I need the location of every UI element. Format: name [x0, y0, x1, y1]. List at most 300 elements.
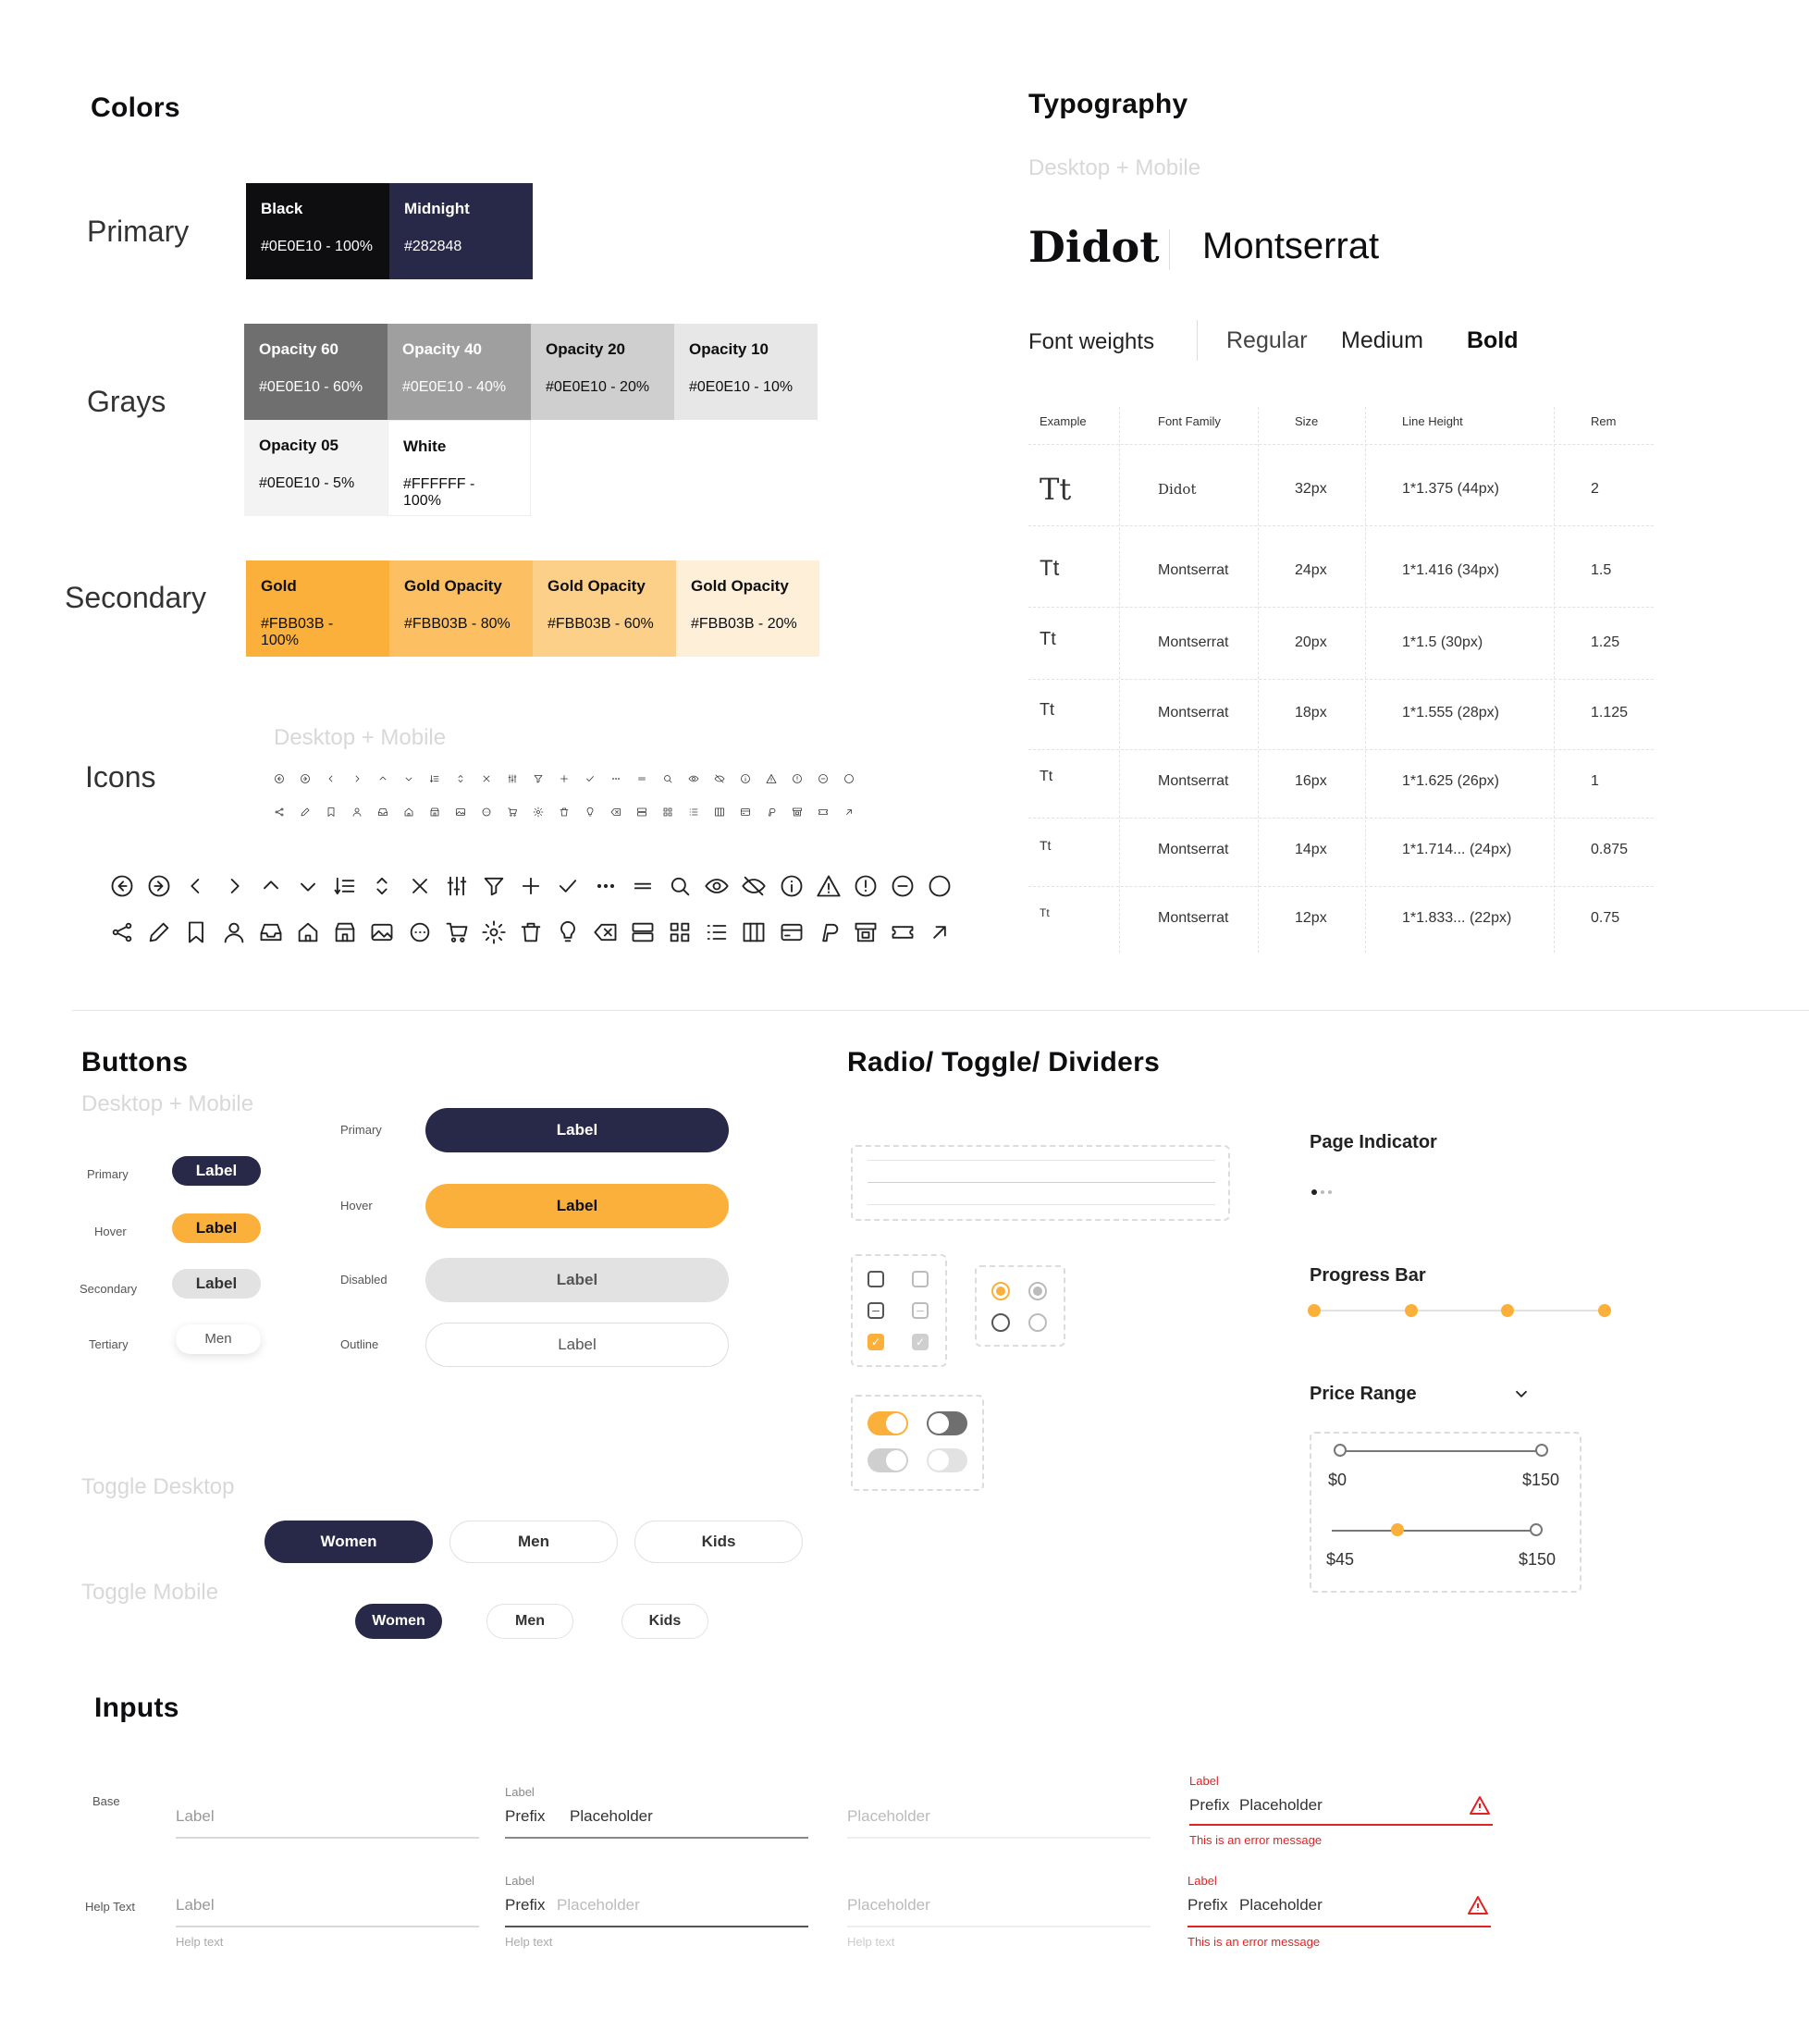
trash-icon[interactable] — [518, 919, 544, 945]
type-rem: 0.75 — [1591, 910, 1620, 926]
type-font-family: Didot — [1158, 481, 1197, 498]
search-icon[interactable] — [667, 873, 693, 899]
primary-label: Primary — [87, 215, 190, 248]
chevron-left-icon — [326, 773, 337, 784]
page-dot[interactable] — [1321, 1190, 1324, 1194]
table-row-divider — [1028, 886, 1654, 887]
swatch-name: Gold Opacity — [691, 577, 789, 595]
input-help-2-helptext: Help text — [505, 1935, 553, 1949]
type-size: 12px — [1295, 910, 1327, 926]
columns-icon[interactable] — [741, 919, 767, 945]
swatch-gray — [244, 420, 388, 516]
page-dot[interactable] — [1328, 1190, 1332, 1194]
toggle-desktop-women[interactable]: Women — [265, 1521, 433, 1563]
share-icon[interactable] — [109, 919, 135, 945]
arrow-right-circle-icon — [300, 773, 311, 784]
checkbox-indeterminate-disabled[interactable]: – — [912, 1302, 929, 1319]
filter-icon — [533, 773, 544, 784]
type-rem: 1.125 — [1591, 705, 1629, 720]
chevron-up-icon — [377, 773, 388, 784]
warning-icon — [1467, 1894, 1489, 1916]
checkbox-unchecked-disabled[interactable] — [912, 1271, 929, 1287]
typography-subtitle: Desktop + Mobile — [1028, 155, 1201, 180]
icons-label: Icons — [85, 760, 156, 794]
type-example: Tt — [1040, 769, 1053, 785]
eye-off-icon[interactable] — [741, 873, 767, 899]
th-size: Size — [1295, 414, 1319, 428]
inputs-help-label: Help Text — [85, 1900, 135, 1914]
font-weights-label: Font weights — [1028, 329, 1155, 354]
input-help-4-placeholder: Placeholder — [1239, 1896, 1323, 1914]
type-line-height: 1*1.375 (44px) — [1402, 481, 1499, 497]
range1-max-label: $150 — [1522, 1471, 1560, 1489]
more-icon[interactable] — [593, 873, 619, 899]
swatch-name: Midnight — [404, 200, 470, 217]
paypal-icon[interactable] — [816, 919, 842, 945]
range1-track — [1341, 1450, 1543, 1452]
type-size: 16px — [1295, 773, 1327, 789]
plus-icon[interactable] — [518, 873, 544, 899]
input-help-2-prefix: Prefix — [505, 1896, 546, 1914]
type-line-height: 1*1.555 (28px) — [1402, 705, 1499, 720]
warning-icon — [766, 773, 777, 784]
checkbox-box — [851, 1254, 947, 1367]
input-base-4-placeholder: Placeholder — [1239, 1796, 1323, 1814]
btn-large-primary-label: Primary — [340, 1123, 382, 1137]
weight-bold: Bold — [1467, 327, 1519, 353]
home-icon — [403, 807, 414, 818]
swatch-code: #FBB03B - 80% — [404, 616, 511, 632]
swatch-name: Opacity 60 — [259, 340, 338, 358]
divider-line — [868, 1182, 1215, 1183]
input-base-2-label: Label — [505, 1785, 535, 1799]
th-line-height: Line Height — [1402, 414, 1463, 428]
sliders-icon — [507, 773, 518, 784]
swatch-name: Opacity 20 — [546, 340, 625, 358]
btn-small-primary-label: Primary — [87, 1167, 129, 1181]
swatch-code: #FBB03B - 100% — [261, 616, 334, 648]
font-montserrat: Montserrat — [1202, 226, 1380, 266]
buttons-subtitle: Desktop + Mobile — [81, 1091, 254, 1116]
swatch-gray — [244, 324, 388, 420]
swatch-gray — [388, 324, 531, 420]
store-icon[interactable] — [332, 919, 358, 945]
type-example: Tt — [1040, 472, 1072, 508]
buttons-title: Buttons — [81, 1047, 189, 1077]
table-col-divider — [1554, 407, 1555, 953]
swatch-secondary — [676, 560, 819, 657]
toggle-on[interactable] — [868, 1411, 908, 1435]
eye-off-icon — [714, 773, 725, 784]
swatch-secondary — [389, 560, 533, 657]
swatch-code: #FBB03B - 20% — [691, 616, 797, 632]
swatch-code: #0E0E10 - 40% — [402, 379, 507, 395]
bulb-icon[interactable] — [555, 919, 581, 945]
chevron-right-icon[interactable] — [221, 873, 247, 899]
swatch-code: #282848 — [404, 239, 462, 254]
alert-circle-icon[interactable] — [853, 873, 879, 899]
page-dot-active[interactable] — [1311, 1189, 1317, 1195]
warning-icon — [1469, 1794, 1491, 1816]
shop-icon[interactable] — [853, 919, 879, 945]
inbox-icon — [377, 807, 388, 818]
swatch-code: #0E0E10 - 5% — [259, 475, 355, 491]
grid-icon[interactable] — [667, 919, 693, 945]
chevron-down-icon — [403, 773, 414, 784]
warning-icon[interactable] — [816, 873, 842, 899]
checkbox-checked[interactable]: ✓ — [868, 1334, 884, 1350]
cart-icon[interactable] — [444, 919, 470, 945]
input-base-1[interactable] — [176, 1837, 479, 1839]
range2-max-label: $150 — [1519, 1550, 1557, 1569]
swatch-gray — [531, 324, 674, 420]
swatch-code: #0E0E10 - 10% — [689, 379, 794, 395]
info-icon[interactable] — [779, 873, 805, 899]
input-base-2-prefix: Prefix — [505, 1807, 546, 1825]
ticket-icon — [818, 807, 829, 818]
page-indicator-label: Page Indicator — [1310, 1132, 1437, 1152]
chat-icon[interactable] — [407, 919, 433, 945]
input-base-4-label: Label — [1189, 1774, 1219, 1788]
sliders-icon[interactable] — [444, 873, 470, 899]
input-base-3[interactable] — [847, 1837, 1151, 1839]
table-row-divider — [1028, 679, 1654, 680]
range1-min-label: $0 — [1328, 1471, 1348, 1489]
toggle-mobile-men[interactable]: Men — [486, 1604, 573, 1639]
bookmark-icon[interactable] — [183, 919, 209, 945]
card-icon — [740, 807, 751, 818]
user-icon[interactable] — [221, 919, 247, 945]
progress-step[interactable] — [1501, 1304, 1514, 1317]
swatch-code: #0E0E10 - 60% — [259, 379, 363, 395]
rows-icon[interactable] — [630, 919, 656, 945]
arrow-up-right-icon — [843, 807, 855, 818]
icons-subtitle: Desktop + Mobile — [274, 725, 447, 750]
close-icon[interactable] — [407, 873, 433, 899]
type-example: Tt — [1040, 906, 1050, 920]
divider-line — [868, 1160, 1215, 1161]
progress-step[interactable] — [1405, 1304, 1418, 1317]
input-base-4[interactable] — [1189, 1824, 1493, 1826]
backspace-icon — [610, 807, 621, 818]
swatch-primary — [389, 183, 533, 279]
th-font-family: Font Family — [1158, 414, 1221, 428]
type-line-height: 1*1.625 (26px) — [1402, 773, 1499, 789]
btn-large-outline-label: Outline — [340, 1337, 379, 1351]
trash-icon — [559, 807, 570, 818]
btn-large-disabled[interactable]: Label — [425, 1258, 729, 1302]
swatch-primary — [246, 183, 389, 279]
plus-icon — [559, 773, 570, 784]
type-line-height: 1*1.833... (22px) — [1402, 910, 1512, 926]
table-row-divider — [1028, 749, 1654, 750]
chevron-left-icon[interactable] — [183, 873, 209, 899]
check-icon[interactable] — [555, 873, 581, 899]
price-range-box — [1310, 1432, 1581, 1593]
bulb-icon — [585, 807, 596, 818]
toggle-mobile-kids[interactable]: Kids — [621, 1604, 708, 1639]
inputs-base-label: Base — [92, 1794, 120, 1808]
chevron-up-icon[interactable] — [258, 873, 284, 899]
radio-selected-disabled[interactable] — [1028, 1282, 1047, 1300]
swatch-code: #0E0E10 - 100% — [261, 239, 373, 254]
table-col-divider — [1258, 407, 1259, 953]
weight-regular: Regular — [1226, 327, 1308, 353]
arrow-up-right-icon[interactable] — [927, 919, 953, 945]
backspace-icon[interactable] — [593, 919, 619, 945]
type-font-family: Montserrat — [1158, 910, 1229, 926]
divider-line — [868, 1204, 1215, 1205]
type-example: Tt — [1040, 699, 1054, 719]
type-rem: 1 — [1591, 773, 1599, 789]
input-help-1[interactable] — [176, 1926, 479, 1927]
user-icon — [351, 807, 363, 818]
sort-list-icon[interactable] — [332, 873, 358, 899]
sort-updown-icon[interactable] — [369, 873, 395, 899]
type-line-height: 1*1.5 (30px) — [1402, 634, 1483, 650]
type-line-height: 1*1.416 (34px) — [1402, 562, 1499, 578]
close-icon — [481, 773, 492, 784]
table-col-divider — [1119, 407, 1120, 953]
search-icon — [662, 773, 673, 784]
toggle-mobile-label: Toggle Mobile — [81, 1580, 219, 1605]
chevron-right-icon — [351, 773, 363, 784]
radio-selected[interactable] — [991, 1282, 1010, 1300]
card-icon[interactable] — [779, 919, 805, 945]
radio-unselected[interactable] — [991, 1313, 1010, 1332]
type-font-family: Montserrat — [1158, 842, 1229, 857]
type-size: 20px — [1295, 634, 1327, 650]
progress-step[interactable] — [1308, 1304, 1321, 1317]
input-help-3-placeholder: Placeholder — [847, 1896, 930, 1914]
toggle-mobile-women[interactable]: Women — [355, 1604, 442, 1639]
chevron-down-icon[interactable] — [1511, 1384, 1532, 1404]
type-font-family: Montserrat — [1158, 562, 1229, 578]
type-font-family: Montserrat — [1158, 634, 1229, 650]
input-base-4-error: This is an error message — [1189, 1833, 1323, 1847]
swatch-name: Opacity 40 — [402, 340, 482, 358]
input-base-2-placeholder: Placeholder — [570, 1807, 653, 1825]
range2-track — [1332, 1530, 1533, 1532]
range2-min-label: $45 — [1326, 1550, 1355, 1569]
swatch-name: Gold Opacity — [404, 577, 502, 595]
checkbox-unchecked[interactable] — [868, 1271, 884, 1287]
check-icon — [585, 773, 596, 784]
toggle-desktop-kids[interactable]: Kids — [634, 1521, 803, 1563]
swatch-name: Gold — [261, 577, 297, 595]
input-help-4[interactable] — [1188, 1926, 1491, 1927]
arrow-left-circle-icon — [274, 773, 285, 784]
input-base-4-prefix: Prefix — [1189, 1796, 1230, 1814]
type-size: 24px — [1295, 562, 1327, 578]
btn-large-disabled-label: Disabled — [340, 1273, 388, 1287]
section-divider — [72, 1010, 1809, 1011]
gear-icon — [533, 807, 544, 818]
table-row-divider — [1028, 818, 1654, 819]
btn-small-tertiary[interactable]: Men — [176, 1324, 261, 1354]
input-help-3-helptext: Help text — [847, 1935, 895, 1949]
grid-icon — [662, 807, 673, 818]
minus-circle-icon — [818, 773, 829, 784]
store-icon — [429, 807, 440, 818]
type-example: Tt — [1040, 629, 1056, 649]
columns-icon — [714, 807, 725, 818]
radio-unselected-disabled[interactable] — [1028, 1313, 1047, 1332]
swatch-secondary — [246, 560, 389, 657]
swatch-code: #FFFFFF - 100% — [403, 476, 475, 509]
progress-track — [1313, 1310, 1607, 1311]
radio-box — [975, 1265, 1065, 1347]
input-help-2[interactable] — [505, 1926, 808, 1927]
sort-updown-icon — [455, 773, 466, 784]
inbox-icon[interactable] — [258, 919, 284, 945]
btn-large-primary[interactable]: Label — [425, 1108, 729, 1152]
sort-list-icon — [429, 773, 440, 784]
swatch-name: Black — [261, 200, 303, 217]
btn-small-hover[interactable]: Label — [172, 1213, 261, 1243]
range2-handle-min[interactable] — [1391, 1523, 1404, 1536]
type-line-height: 1*1.714... (24px) — [1402, 842, 1512, 857]
paypal-icon — [766, 807, 777, 818]
input-help-4-prefix: Prefix — [1188, 1896, 1228, 1914]
type-example: Tt — [1040, 555, 1060, 581]
weights-divider — [1197, 320, 1198, 361]
toggle-desktop-men[interactable]: Men — [449, 1521, 618, 1563]
btn-small-secondary[interactable]: Label — [172, 1269, 261, 1299]
grays-label: Grays — [87, 385, 166, 418]
image-icon — [455, 807, 466, 818]
table-col-divider — [1365, 407, 1366, 953]
gear-icon[interactable] — [481, 919, 507, 945]
info-icon — [740, 773, 751, 784]
range1-handle-max[interactable] — [1535, 1444, 1548, 1457]
equals-icon[interactable] — [630, 873, 656, 899]
pencil-icon — [300, 807, 311, 818]
swatch-code: #0E0E10 - 20% — [546, 379, 650, 395]
swatch-name: Gold Opacity — [548, 577, 646, 595]
btn-small-tertiary-label: Tertiary — [89, 1337, 129, 1351]
btn-large-hover[interactable]: Label — [425, 1184, 729, 1228]
btn-small-secondary-label: Secondary — [80, 1282, 138, 1296]
input-base-1-label: Label — [176, 1807, 215, 1825]
table-row-divider — [1028, 525, 1654, 526]
input-help-1-helptext: Help text — [176, 1935, 224, 1949]
swatch-code: #FBB03B - 60% — [548, 616, 654, 632]
type-size: 32px — [1295, 481, 1327, 497]
secondary-label: Secondary — [65, 581, 206, 614]
toggle-on-disabled[interactable] — [868, 1448, 908, 1472]
ticket-icon[interactable] — [890, 919, 916, 945]
colors-title: Colors — [91, 92, 180, 123]
bookmark-icon — [326, 807, 337, 818]
table-header-divider — [1028, 444, 1654, 445]
checkbox-indeterminate[interactable]: – — [868, 1302, 884, 1319]
input-base-3-placeholder: Placeholder — [847, 1807, 930, 1825]
weight-medium: Medium — [1341, 327, 1423, 353]
type-rem: 0.875 — [1591, 842, 1629, 857]
home-icon[interactable] — [295, 919, 321, 945]
inputs-title: Inputs — [94, 1693, 179, 1723]
input-help-4-label: Label — [1188, 1874, 1217, 1888]
eye-icon — [688, 773, 699, 784]
input-help-2-label: Label — [505, 1874, 535, 1888]
input-help-1-label: Label — [176, 1896, 215, 1914]
chat-icon — [481, 807, 492, 818]
range1-handle-min[interactable] — [1334, 1444, 1347, 1457]
typography-title: Typography — [1028, 89, 1188, 119]
progress-step[interactable] — [1598, 1304, 1611, 1317]
th-example: Example — [1040, 414, 1087, 428]
shop-icon — [792, 807, 803, 818]
toggle-box — [851, 1395, 984, 1491]
cart-icon — [507, 807, 518, 818]
range2-handle-max[interactable] — [1530, 1523, 1543, 1536]
type-example: Tt — [1040, 837, 1052, 853]
filter-icon[interactable] — [481, 873, 507, 899]
btn-large-outline[interactable]: Label — [425, 1323, 729, 1367]
circle-icon[interactable] — [927, 873, 953, 899]
image-icon[interactable] — [369, 919, 395, 945]
swatch-name: Opacity 10 — [689, 340, 769, 358]
input-base-2[interactable] — [505, 1837, 808, 1839]
font-didot: Didot — [1028, 222, 1160, 272]
input-help-3[interactable] — [847, 1926, 1151, 1927]
arrow-right-circle-icon[interactable] — [146, 873, 172, 899]
type-font-family: Montserrat — [1158, 773, 1229, 789]
type-size: 14px — [1295, 842, 1327, 857]
swatch-secondary — [533, 560, 676, 657]
pencil-icon[interactable] — [146, 919, 172, 945]
alert-circle-icon — [792, 773, 803, 784]
btn-large-hover-label: Hover — [340, 1199, 373, 1213]
share-icon — [274, 807, 285, 818]
checkbox-checked-disabled[interactable]: ✓ — [912, 1334, 929, 1350]
swatch-gray — [388, 420, 531, 516]
type-rem: 1.25 — [1591, 634, 1620, 650]
more-icon — [610, 773, 621, 784]
minus-circle-icon[interactable] — [890, 873, 916, 899]
toggle-off-disabled[interactable] — [927, 1448, 967, 1472]
progress-bar-label: Progress Bar — [1310, 1265, 1426, 1286]
price-range-label: Price Range — [1310, 1384, 1417, 1404]
swatch-gray — [674, 324, 818, 420]
circle-icon — [843, 773, 855, 784]
btn-small-hover-label: Hover — [94, 1225, 127, 1238]
swatch-name: White — [403, 437, 447, 455]
rows-icon — [636, 807, 647, 818]
list-icon — [688, 807, 699, 818]
toggle-desktop-label: Toggle Desktop — [81, 1474, 235, 1499]
eye-icon[interactable] — [704, 873, 730, 899]
dividers-box — [851, 1145, 1230, 1221]
equals-icon — [636, 773, 647, 784]
list-icon[interactable] — [704, 919, 730, 945]
type-size: 18px — [1295, 705, 1327, 720]
type-font-family: Montserrat — [1158, 705, 1229, 720]
table-row-divider — [1028, 607, 1654, 608]
radio-title: Radio/ Toggle/ Dividers — [847, 1047, 1161, 1077]
chevron-down-icon[interactable] — [295, 873, 321, 899]
swatch-name: Opacity 05 — [259, 437, 338, 454]
input-help-4-error: This is an error message — [1188, 1935, 1321, 1949]
input-help-2-placeholder: Placeholder — [557, 1896, 640, 1914]
btn-small-primary[interactable]: Label — [172, 1156, 261, 1186]
arrow-left-circle-icon[interactable] — [109, 873, 135, 899]
type-rem: 2 — [1591, 481, 1599, 497]
font-divider — [1169, 229, 1170, 270]
th-rem: Rem — [1591, 414, 1617, 428]
toggle-off-dark[interactable] — [927, 1411, 967, 1435]
